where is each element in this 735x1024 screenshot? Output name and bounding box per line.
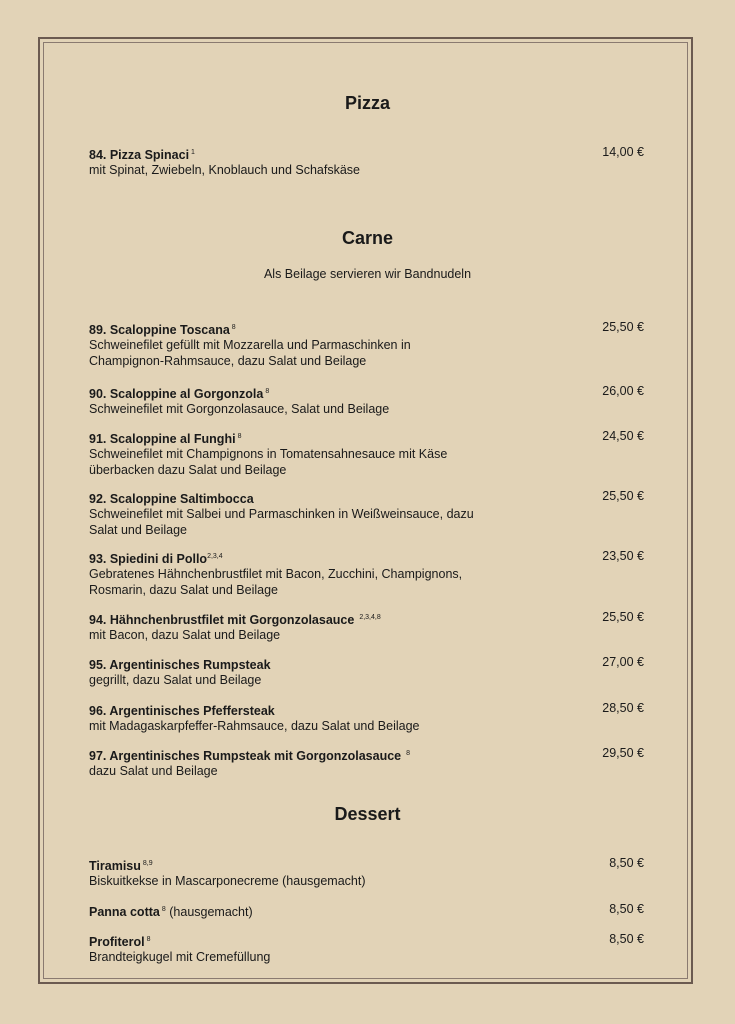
menu-item-scaloppine-funghi — [89, 429, 644, 478]
item-price: 26,00 € — [602, 384, 644, 398]
menu-item-scaloppine-gorgonzola — [89, 384, 644, 418]
item-description: Biskuitkekse in Mascarponecreme (hausgemacht) — [89, 874, 366, 888]
item-description: dazu Salat und Beilage — [89, 764, 218, 778]
item-price: 25,50 € — [602, 489, 644, 503]
item-description: Brandteigkugel mit Cremefüllung — [89, 950, 271, 964]
item-name: Panna cotta $^8$ (hausgemacht) — [89, 905, 253, 919]
menu-item-rumpsteak — [89, 655, 644, 689]
allergen-note: 1 — [191, 149, 195, 156]
item-description: Schweinefilet gefüllt mit Mozzarella und Parmaschinken in Champignon-Rahmsauce, dazu Salat und Beilage — [89, 338, 411, 368]
allergen-note: 8 — [146, 936, 151, 943]
item-price: 27,00 € — [602, 655, 644, 669]
item-price: 25,50 € — [602, 610, 644, 624]
section-title-dessert: Dessert — [334, 804, 401, 824]
menu-item-spiedini-di-pollo — [89, 549, 644, 598]
item-description: mit Madagaskarpfeffer-Rahmsauce, dazu Salat und Beilage — [89, 719, 420, 733]
item-price: 28,50 € — [602, 701, 644, 715]
item-name: 95. Argentinisches Rumpsteak — [89, 658, 271, 672]
allergen-note: 8 — [161, 906, 166, 913]
menu-item-tiramisu — [89, 856, 644, 890]
item-price: 23,50 € — [602, 549, 644, 563]
item-price: 29,50 € — [602, 746, 644, 760]
item-price: 8,50 € — [609, 932, 644, 946]
item-description: mit Bacon, dazu Salat und Beilage — [89, 628, 281, 642]
section-note-carne: Als Beilage servieren wir Bandnudeln — [263, 267, 472, 281]
menu-item-pfeffersteak — [89, 701, 644, 735]
item-price: 25,50 € — [602, 320, 644, 334]
item-name: 91. Scaloppine al Funghi $^8$ — [89, 432, 242, 446]
allergen-note: 8 — [406, 750, 411, 757]
item-name: 84. Pizza Spinaci $^1$ — [89, 148, 195, 162]
allergen-note: 8 — [237, 433, 242, 440]
allergen-note: 8 — [231, 324, 236, 331]
item-name: Tiramisu $^{8,9}$ — [89, 859, 153, 873]
item-name: 97. Argentinisches Rumpsteak mit Gorgonzolasauce $^8$ — [89, 749, 411, 763]
menu-item-haehnchenbrustfilet — [89, 610, 644, 644]
item-name: 92. Scaloppine Saltimbocca — [89, 492, 254, 506]
item-description: Schweinefilet mit Gorgonzolasauce, Salat und Beilage — [89, 402, 390, 416]
item-price: 14,00 € — [602, 145, 644, 159]
item-price: 24,50 € — [602, 429, 644, 443]
item-name: Profiterol $^8$ — [89, 935, 151, 949]
item-description: gegrillt, dazu Salat und Beilage — [89, 673, 262, 687]
allergen-note: 2,3,4,8 — [359, 614, 381, 621]
allergen-note: 8,9 — [142, 860, 153, 867]
item-description: Gebratenes Hähnchenbrustfilet mit Bacon, Zucchini, Champignons, Rosmarin, dazu Salat und Beilage — [89, 567, 463, 597]
item-description: Schweinefilet mit Salbei und Parmaschinken in Weißweinsauce, dazu Salat und Beilage — [89, 507, 474, 537]
item-price: 8,50 € — [609, 856, 644, 870]
section-title-pizza: Pizza — [344, 93, 391, 113]
item-extra-note: (hausgemacht) — [169, 905, 253, 919]
allergen-note: 2,3,4 — [207, 553, 223, 560]
menu-item-scaloppine-toscana — [89, 320, 644, 369]
menu-item-profiterol — [89, 932, 644, 966]
item-description: mit Spinat, Zwiebeln, Knoblauch und Schafskäse — [89, 163, 360, 177]
menu-item-panna-cotta — [89, 902, 644, 920]
section-title-carne: Carne — [341, 228, 394, 248]
item-name: 89. Scaloppine Toscana $^8$ — [89, 323, 236, 337]
item-name: 93. Spiedini di Pollo$^{2,3,4}$ — [89, 552, 223, 566]
item-name: 96. Argentinisches Pfeffersteak — [89, 704, 275, 718]
item-name: 90. Scaloppine al Gorgonzola $^8$ — [89, 387, 270, 401]
menu-item-pizza-spinaci — [89, 145, 644, 179]
item-price: 8,50 € — [609, 902, 644, 916]
allergen-note: 8 — [265, 388, 270, 395]
item-description: Schweinefilet mit Champignons in Tomatensahnesauce mit Käse überbacken dazu Salat und Beilage — [89, 447, 448, 477]
item-name: 94. Hähnchenbrustfilet mit Gorgonzolasauce $^{2,3,4,8}$ — [89, 613, 381, 627]
menu-item-rumpsteak-gorgonzola — [89, 746, 644, 780]
menu-item-scaloppine-saltimbocca — [89, 489, 644, 538]
